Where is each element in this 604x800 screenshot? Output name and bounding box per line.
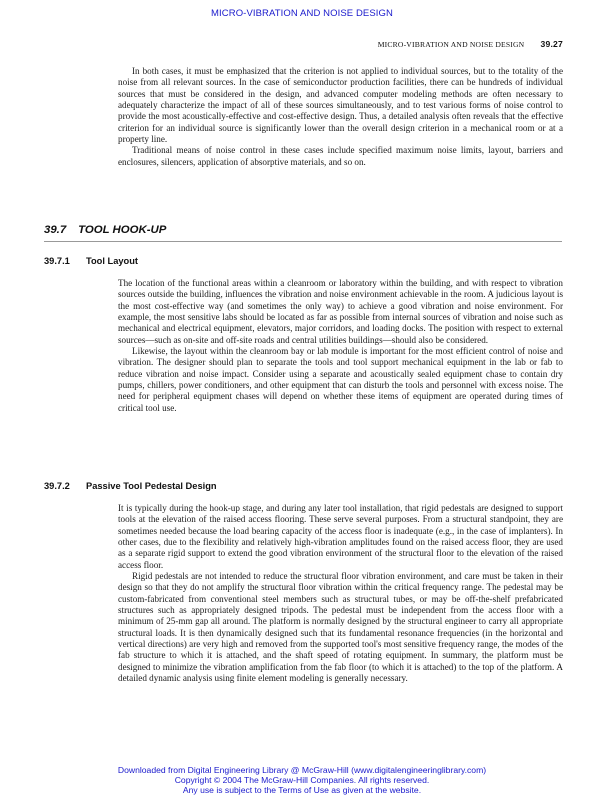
- paragraph: It is typically during the hook-up stage, and during any later tool installation, that rigid pedestals are designed to support tools at the elevation of the raised access flooring. These serve several purposes. From a structural standpoint, they are sometimes needed because the load bearing capacity of the access floor is inadequate (e.g., in the case of implanters). In other cases, due to the flexibility and relatively high-vibration amplitudes found on the raised access floor, they are used as a separate rigid support to extend the good vibration environment of the structural floor to the elevation of the raised access floor.: [118, 503, 563, 570]
- paragraph: In both cases, it must be emphasized that the criterion is not applied to individual sources, but to the totality of the noise from all relevant sources. In the case of semiconductor production facilities, there can be hundreds of individual sources that must be considered in the design, and advanced computer modeling methods are often necessary to adequately characterize the impact of all of these sources simultaneously, and to test various forms of noise control to provide the most acoustically-effective and cost-effective design. Thus, a detailed analysis often reveals that the effective criterion for an individual source is significantly lower than the overall design criterion in a mechanical room or at a property line.: [118, 66, 563, 145]
- intro-text: [118, 66, 563, 168]
- section-number: 39.7: [44, 224, 67, 236]
- tool-layout-text: [118, 278, 563, 414]
- paragraph: Traditional means of noise control in these cases include specified maximum noise limits, layout, barriers and enclosures, silencers, application of absorptive materials, and so on.: [118, 145, 563, 167]
- footer-terms: Any use is subject to the Terms of Use as given at the website.: [182, 785, 422, 795]
- footer-copyright: Copyright © 2004 The McGraw-Hill Companies. All rights reserved.: [174, 775, 430, 785]
- subsection-heading-pedestal-design: [44, 481, 217, 491]
- subsection-heading-tool-layout: [44, 256, 138, 266]
- paragraph: Likewise, the layout within the cleanroom bay or lab module is important for the most efficient control of noise and vibration. The designer should plan to separate the tools and tool support mechanical equipment in the lab or fab to reduce vibration and noise impact. Consider using a separate and acoustically sealed equipment chase to contain dry pumps, chillers, power conditioners, and other equipment that can disturb the tools and personnel with excess noise. The need for peripheral equipment chases will depend on whether these items of equipment are operated during times of critical tool use.: [118, 346, 563, 413]
- running-head: [378, 39, 563, 49]
- subsection-title: Tool Layout: [86, 256, 138, 266]
- page-number: 39.27: [540, 39, 563, 49]
- top-banner: MICRO-VIBRATION AND NOISE DESIGN: [211, 8, 393, 19]
- running-head-title: MICRO-VIBRATION AND NOISE DESIGN: [377, 40, 525, 49]
- paragraph: The location of the functional areas within a cleanroom or laboratory within the building, and with respect to vibration sources outside the building, influences the vibration and noise environment achievable in the room. A judicious layout is the most cost-effective way (and sometimes the only way) to achieve a good vibration and noise environment. For example, the most sensitive labs should be located as far as possible from internal sources of vibration and noise such as mechanical and electrical equipment, elevators, major corridors, and loading docks. The position with respect to external sources—such as on-site and off-site roads and central utilities buildings—should also be considered.: [118, 278, 563, 345]
- pedestal-design-text: [118, 503, 563, 685]
- section-title: TOOL HOOK-UP: [78, 224, 167, 236]
- footer-download-link[interactable]: Downloaded from Digital Engineering Library @ McGraw-Hill (www.digitalengineeringlibrary.com): [117, 765, 487, 775]
- subsection-title: Passive Tool Pedestal Design: [86, 481, 217, 491]
- paragraph: Rigid pedestals are not intended to reduce the structural floor vibration environment, and care must be taken in their design so that they do not amplify the structural floor vibration within the critical frequency range. The pedestal may be custom-fabricated from conventional steel members such as structural tubes, or may be off-the-shelf prefabricated structures such as appropriately designed tripods. The pedestal must be independent from the access floor with a minimum of 25-mm gap all around. The platform is normally designed by the structural engineer to carry all appropriate structural loads. It is then dynamically designed such that its fundamental resonance frequencies (in the horizontal and vertical directions) are very high and removed from the supported tool's most sensitive frequency range, the modes of the fab structure to which it is attached, and the shaft speed of rotating equipment. In summary, the platform must be designed to minimize the vibration amplification from the fab floor (to which it is attached) to the top of the platform. A detailed dynamic analysis using finite element modeling is generally necessary.: [118, 571, 563, 684]
- subsection-number: 39.7.2: [44, 481, 70, 491]
- subsection-number: 39.7.1: [44, 256, 70, 266]
- section-heading: [44, 224, 562, 242]
- footer: [0, 765, 604, 795]
